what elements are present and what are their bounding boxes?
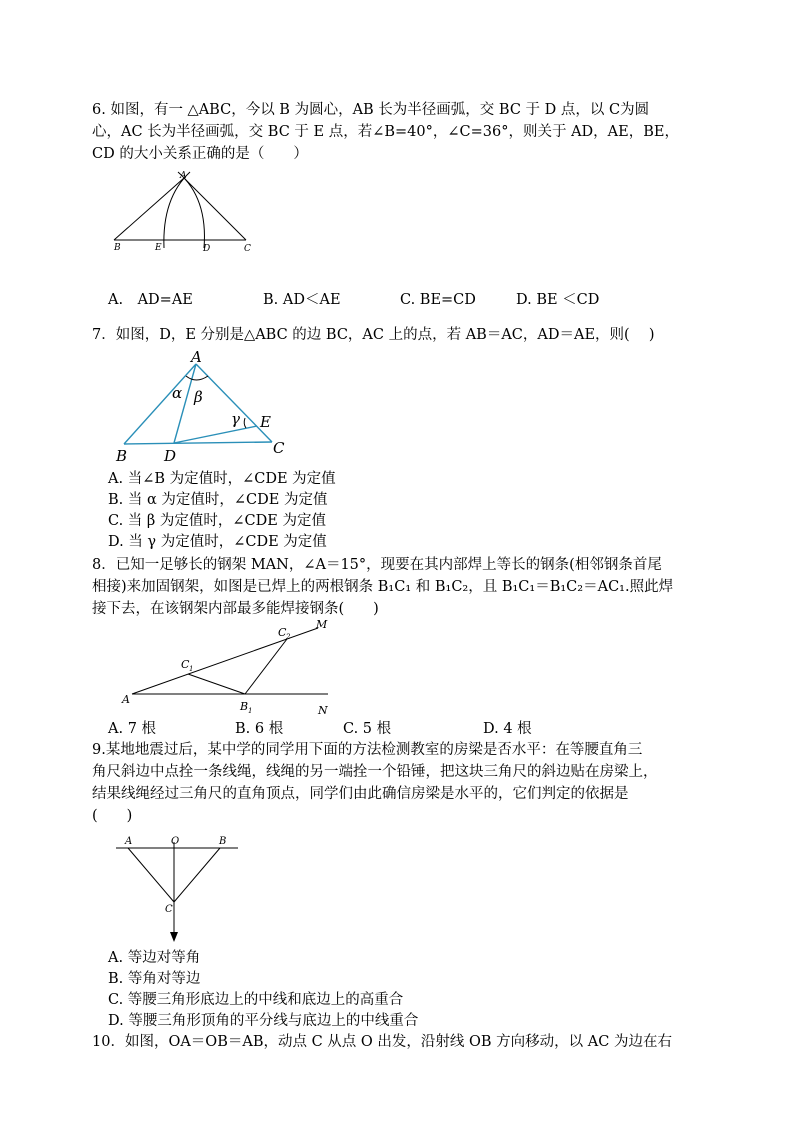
q6-figure xyxy=(110,168,270,258)
q8-label-n: N xyxy=(318,704,328,717)
q8-label-c1: C xyxy=(181,658,190,671)
q9-line-2: 角尺斜边中点拴一条线绳，线绳的另一端拴一个铅锤，把这块三角尺的斜边贴在房梁上， xyxy=(92,764,658,780)
q8-label-c2: C xyxy=(278,626,287,639)
q7-option-b: B. 当 α 为定值时，∠CDE 为定值 xyxy=(108,492,328,508)
q7-option-c: C. 当 β 为定值时，∠CDE 为定值 xyxy=(108,513,326,529)
q8-label-c2-sub: 2 xyxy=(286,633,291,641)
q6-option-d: D. BE ＜CD xyxy=(516,292,600,308)
q9-label-o: O xyxy=(171,836,180,847)
q6-label-d: D xyxy=(203,244,211,254)
q7-line-1: 7．如图，D，E 分别是△ABC 的边 BC，AC 上的点，若 AB＝AC，AD＝AE，则( ) xyxy=(92,327,655,343)
q9-option-c: C. 等腰三角形底边上的中线和底边上的高重合 xyxy=(108,992,404,1008)
q9-label-a: A xyxy=(125,836,133,847)
q8-line-1: 8．已知一足够长的钢架 MAN，∠A＝15°，现要在其内部焊上等长的钢条(相邻钢条首尾 xyxy=(92,557,662,573)
q8-option-b: B. 6 根 xyxy=(235,721,284,737)
q6-label-b: B xyxy=(114,243,121,253)
q8-option-d: D. 4 根 xyxy=(483,721,532,737)
q9-label-b: B xyxy=(219,836,227,847)
q8-label-a: A xyxy=(122,693,130,706)
q9-line-1: 9.某地地震过后，某中学的同学用下面的方法检测教室的房梁是否水平：在等腰直角三 xyxy=(92,742,643,758)
q8-label-b1-sub: 1 xyxy=(248,707,253,715)
q7-label-a: A xyxy=(191,348,202,366)
q10-line-1: 10．如图，OA＝OB＝AB，动点 C 从点 O 出发，沿射线 OB 方向移动，以 AC 为边在右 xyxy=(92,1034,672,1050)
q9-label-c: C xyxy=(165,904,173,915)
q6-option-b: B. AD＜AE xyxy=(263,292,341,308)
q9-line-4: ( ) xyxy=(92,808,133,824)
plumb-weight-icon xyxy=(170,932,178,942)
q9-option-d: D. 等腰三角形顶角的平分线与底边上的中线重合 xyxy=(108,1013,419,1029)
q8-option-c: C. 5 根 xyxy=(343,721,392,737)
q7-label-b: B xyxy=(116,447,128,465)
q6-line-2: 心，AC 长为半径画弧，交 BC 于 E 点，若∠B=40°，∠C=36°，则关于 AD，AE，BE， xyxy=(92,124,679,140)
q8-label-c1-sub: 1 xyxy=(189,665,194,673)
q6-line-1: 6. 如图，有一 △ABC，今以 B 为圆心，AB 长为半径画弧，交 BC 于 D 点，以 C为圆 xyxy=(92,102,650,118)
q8-figure xyxy=(118,616,338,718)
q7-label-beta: β xyxy=(194,388,203,406)
q6-option-c: C. BE=CD xyxy=(400,292,476,308)
q8-label-b1: B xyxy=(240,700,249,713)
q9-option-a: A. 等边对等角 xyxy=(108,950,201,966)
q6-option-a: A. AD=AE xyxy=(108,292,193,308)
q7-label-c: C xyxy=(273,439,285,457)
q6-label-e: E xyxy=(155,243,162,253)
q6-label-c: C xyxy=(244,244,251,254)
q7-option-a: A. 当∠B 为定值时，∠CDE 为定值 xyxy=(108,471,336,487)
q9-option-b: B. 等角对等边 xyxy=(108,971,201,987)
q7-option-d: D. 当 γ 为定值时，∠CDE 为定值 xyxy=(108,534,327,550)
q6-line-3: CD 的大小关系正确的是（ ） xyxy=(92,146,308,162)
q6-label-a: A xyxy=(180,171,187,181)
q8-label-m: M xyxy=(316,618,328,631)
q7-label-d: D xyxy=(164,447,177,465)
q7-label-e: E xyxy=(260,413,271,431)
q7-label-alpha: α xyxy=(172,384,183,402)
q9-figure xyxy=(112,832,242,947)
q8-line-2: 相接)来加固钢架，如图是已焊上的两根钢条 B₁C₁ 和 B₁C₂，且 B₁C₁＝B₁C₂＝AC₁.照此焊 xyxy=(92,579,674,595)
q9-line-3: 结果线绳经过三角尺的直角顶点，同学们由此确信房梁是水平的，它们判定的依据是 xyxy=(92,786,629,802)
q8-line-3: 接下去，在该钢架内部最多能焊接钢条( ) xyxy=(92,601,379,617)
q7-figure xyxy=(112,346,302,464)
q8-option-a: A. 7 根 xyxy=(108,721,157,737)
q7-label-gamma: γ xyxy=(231,410,240,428)
